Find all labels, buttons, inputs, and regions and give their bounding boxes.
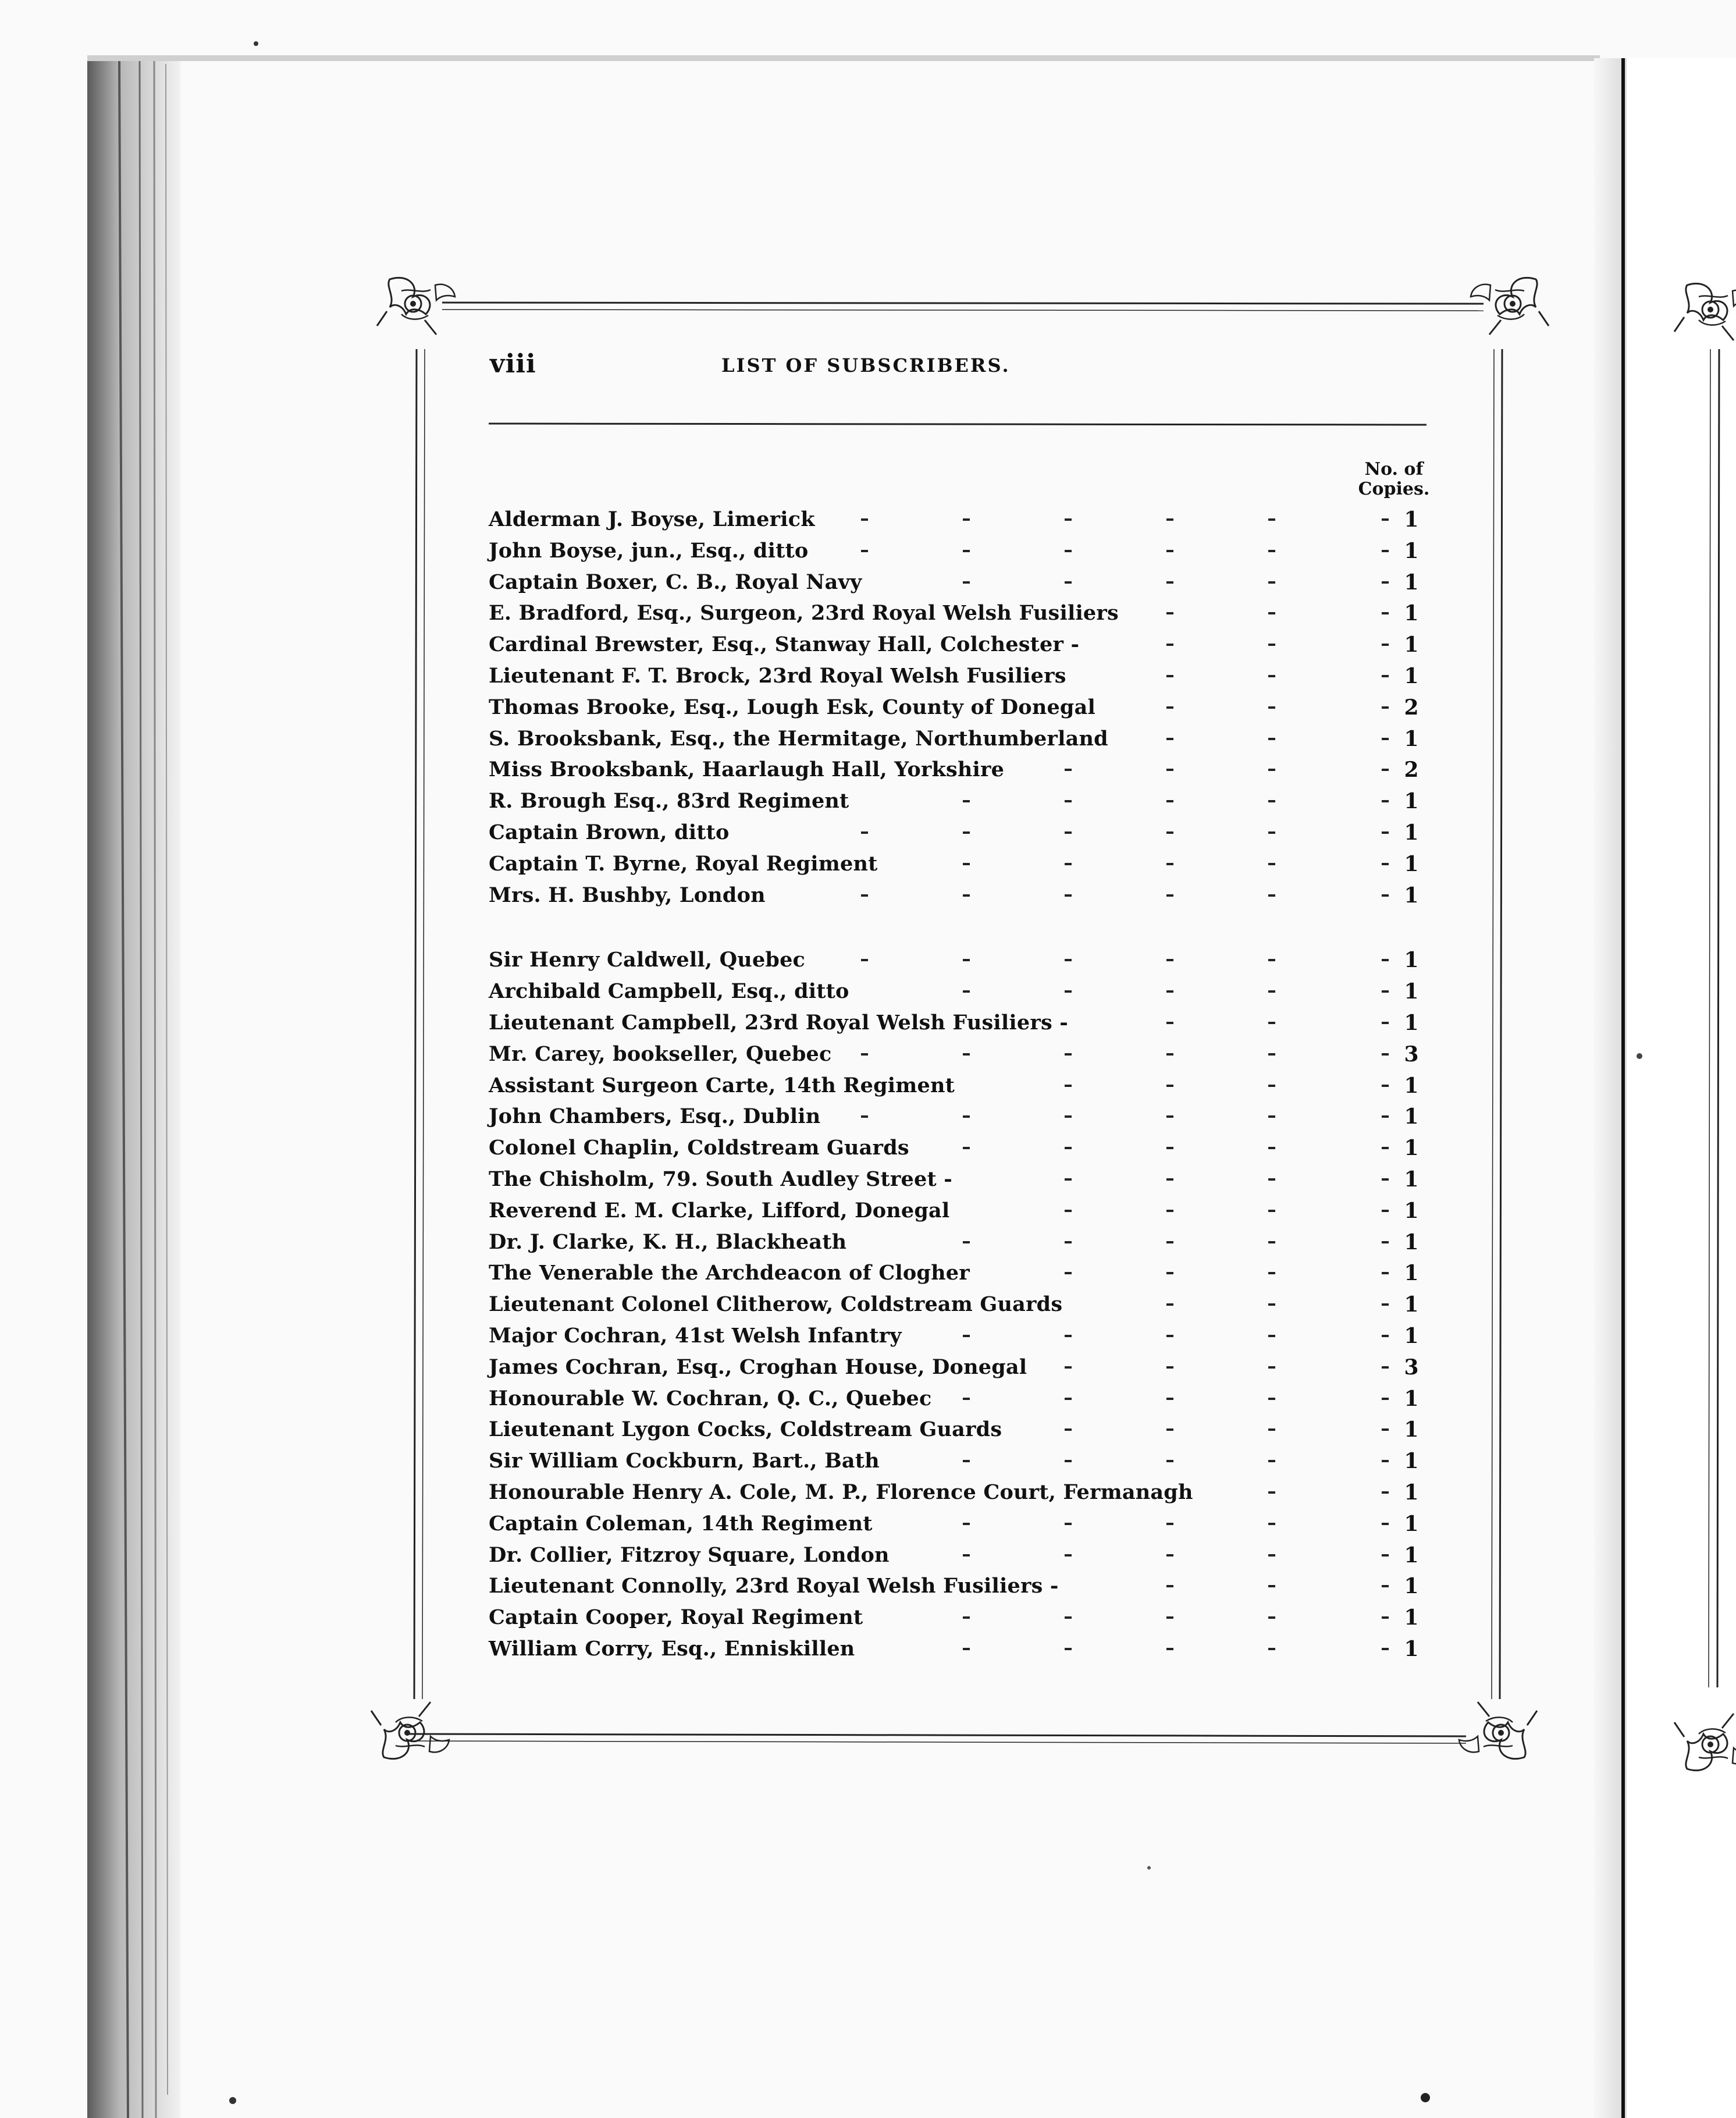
leader-dash (963, 959, 970, 961)
subscriber-row (489, 598, 1443, 629)
leader-dash (1382, 1178, 1389, 1181)
leader-dash (1268, 518, 1275, 521)
copies-count: 1 (1404, 883, 1419, 908)
leader-dash (963, 1115, 970, 1118)
subscriber-name: Alderman J. Boyse, Limerick (489, 507, 815, 531)
leader-dash (1268, 1460, 1275, 1462)
leader-dash (1166, 1303, 1173, 1306)
subscriber-name: R. Brough Esq., 83rd Regiment (489, 789, 849, 813)
subscriber-name: Mr. Carey, bookseller, Quebec (489, 1042, 832, 1066)
leader-dash (1382, 990, 1389, 993)
subscriber-name: Cardinal Brewster, Esq., Stanway Hall, Colchester - (489, 632, 1080, 657)
leader-dash (1065, 1085, 1072, 1087)
leader-dash (1065, 769, 1072, 771)
page-number: viii (490, 349, 536, 379)
copies-count: 1 (1404, 1511, 1419, 1536)
leader-dash (963, 1648, 970, 1650)
leader-dash (1166, 1147, 1173, 1149)
leader-dash (861, 959, 868, 961)
subscriber-row (489, 692, 1443, 723)
leader-dash (1268, 1178, 1275, 1181)
leader-dash (1065, 1335, 1072, 1337)
copies-count: 1 (1404, 1417, 1419, 1442)
subscriber-name: John Chambers, Esq., Dublin (489, 1104, 821, 1129)
leader-dash (1065, 863, 1072, 865)
subscriber-name: Captain Boxer, C. B., Royal Navy (489, 570, 862, 594)
leader-dash (1382, 1210, 1389, 1212)
leader-dash (1166, 1053, 1173, 1056)
subscriber-row (489, 817, 1443, 848)
leader-dash (1166, 1022, 1173, 1024)
leader-dash (1166, 990, 1173, 993)
leader-dash (1268, 1303, 1275, 1306)
leader-dash (1166, 738, 1173, 740)
leader-dash (963, 1053, 970, 1056)
leader-dash (861, 518, 868, 521)
copies-count: 1 (1404, 1261, 1419, 1286)
leader-dash (1382, 1147, 1389, 1149)
subscriber-name: Lieutenant Connolly, 23rd Royal Welsh Fusiliers - (489, 1574, 1059, 1598)
column-header-line-1: No. of (1364, 459, 1424, 479)
subscriber-name: S. Brooksbank, Esq., the Hermitage, Northumberland (489, 726, 1108, 751)
copies-column-header (1347, 460, 1440, 499)
subscriber-name: Reverend E. M. Clarke, Lifford, Donegal (489, 1198, 950, 1223)
leader-dash (1382, 644, 1389, 646)
leader-dash (1166, 1460, 1173, 1462)
leader-dash (1382, 1115, 1389, 1118)
copies-count: 1 (1404, 1574, 1419, 1599)
leader-dash (1065, 550, 1072, 552)
subscriber-row (489, 629, 1443, 660)
subscriber-name: Captain Cooper, Royal Regiment (489, 1605, 863, 1630)
copies-count: 2 (1404, 695, 1419, 720)
subscriber-row (489, 1633, 1443, 1665)
copies-count: 1 (1404, 1229, 1419, 1255)
leader-dash (1268, 1616, 1275, 1619)
subscriber-name: Lieutenant Campbell, 23rd Royal Welsh Fusiliers - (489, 1011, 1069, 1035)
leader-dash (1065, 1398, 1072, 1400)
leader-dash (1065, 1648, 1072, 1650)
subscriber-name: Honourable W. Cochran, Q. C., Quebec (489, 1386, 932, 1410)
leader-dash (1268, 581, 1275, 584)
leader-dash (1166, 644, 1173, 646)
leader-dash (1166, 1554, 1173, 1556)
subscriber-row (489, 660, 1443, 692)
subscriber-row (489, 1101, 1443, 1132)
subscriber-name: Sir William Cockburn, Bart., Bath (489, 1449, 880, 1473)
subscriber-row (489, 1289, 1443, 1320)
copies-count: 1 (1404, 851, 1419, 876)
leader-dash (1382, 1616, 1389, 1619)
copies-count: 1 (1404, 789, 1419, 814)
leader-dash (1382, 1398, 1389, 1400)
leader-dash (1065, 1241, 1072, 1243)
leader-dash (1382, 894, 1389, 897)
leader-dash (1382, 1460, 1389, 1462)
leader-dash (1268, 1398, 1275, 1400)
leader-dash (1268, 1272, 1275, 1274)
leader-dash (1166, 550, 1173, 552)
copies-count: 1 (1404, 1136, 1419, 1161)
leader-dash (1166, 1585, 1173, 1587)
leader-dash (1268, 1366, 1275, 1369)
leader-dash (1382, 1585, 1389, 1587)
leader-dash (1065, 1053, 1072, 1056)
subscriber-row (489, 1039, 1443, 1070)
subscriber-row (489, 1257, 1443, 1289)
subscriber-name: Honourable Henry A. Cole, M. P., Florence Court, Fermanagh (489, 1480, 1193, 1504)
copies-count: 1 (1404, 507, 1419, 532)
subscriber-name: Captain T. Byrne, Royal Regiment (489, 851, 878, 876)
subscriber-row (489, 1227, 1443, 1258)
leader-dash (1268, 1022, 1275, 1024)
subscriber-row (489, 1383, 1443, 1415)
leader-dash (1382, 706, 1389, 709)
leader-dash (1166, 1241, 1173, 1243)
leader-dash (1065, 959, 1072, 961)
subscriber-row (489, 1132, 1443, 1164)
leader-dash (1268, 1147, 1275, 1149)
copies-count: 3 (1404, 1355, 1419, 1380)
copies-count: 1 (1404, 1543, 1419, 1568)
leader-dash (1166, 1523, 1173, 1525)
subscriber-row (489, 1570, 1443, 1602)
copies-count: 1 (1404, 601, 1419, 626)
leader-dash (1382, 612, 1389, 614)
subscriber-row (489, 535, 1443, 567)
copies-count: 1 (1404, 632, 1419, 658)
subscriber-name: Archibald Campbell, Esq., ditto (489, 979, 849, 1004)
leader-dash (1268, 738, 1275, 740)
leader-dash (963, 550, 970, 552)
leader-dash (1065, 800, 1072, 802)
subscriber-name: John Boyse, jun., Esq., ditto (489, 538, 809, 563)
copies-count: 1 (1404, 1480, 1419, 1505)
subscriber-row (489, 1320, 1443, 1352)
copies-count: 1 (1404, 1605, 1419, 1630)
leader-dash (1166, 959, 1173, 961)
leader-dash (1268, 706, 1275, 709)
subscriber-name: William Corry, Esq., Enniskillen (489, 1637, 855, 1661)
leader-dash (1268, 990, 1275, 993)
subscriber-row (489, 1602, 1443, 1633)
leader-dash (1382, 1335, 1389, 1337)
leader-dash (963, 581, 970, 584)
leader-dash (1268, 1085, 1275, 1087)
copies-count: 1 (1404, 1104, 1419, 1129)
leader-dash (1268, 1210, 1275, 1212)
subscriber-row (489, 1007, 1443, 1039)
subscriber-row (489, 786, 1443, 817)
leader-dash (1166, 894, 1173, 897)
copies-count: 1 (1404, 570, 1419, 595)
subscriber-row (489, 1540, 1443, 1571)
leader-dash (1268, 1115, 1275, 1118)
subscriber-name: The Venerable the Archdeacon of Clogher (489, 1261, 970, 1285)
leader-dash (861, 894, 868, 897)
leader-dash (1268, 831, 1275, 834)
leader-dash (1268, 1241, 1275, 1243)
leader-dash (963, 1616, 970, 1619)
copies-count: 1 (1404, 1073, 1419, 1098)
subscriber-name: Dr. Collier, Fitzroy Square, London (489, 1543, 890, 1567)
leader-dash (1268, 550, 1275, 552)
leader-dash (1166, 769, 1173, 771)
leader-dash (1065, 518, 1072, 521)
copies-count: 2 (1404, 758, 1419, 783)
leader-dash (1268, 959, 1275, 961)
subscriber-name: Sir Henry Caldwell, Quebec (489, 948, 806, 972)
subscriber-row (489, 567, 1443, 598)
copies-count: 1 (1404, 979, 1419, 1004)
leader-dash (1382, 959, 1389, 961)
leader-dash (861, 1115, 868, 1118)
subscriber-name: The Chisholm, 79. South Audley Street - (489, 1167, 952, 1191)
leader-dash (1382, 1491, 1389, 1494)
subscriber-row (489, 1414, 1443, 1445)
leader-dash (1382, 863, 1389, 865)
subscriber-name: Captain Brown, ditto (489, 820, 730, 844)
leader-dash (1382, 518, 1389, 521)
leader-dash (963, 1335, 970, 1337)
leader-dash (1065, 1115, 1072, 1118)
copies-count: 1 (1404, 1167, 1419, 1192)
leader-dash (1166, 706, 1173, 709)
leader-dash (1268, 1053, 1275, 1056)
leader-dash (1268, 1648, 1275, 1650)
subscriber-row (489, 880, 1443, 911)
leader-dash (1166, 1335, 1173, 1337)
leader-dash (1065, 831, 1072, 834)
leader-dash (1166, 1366, 1173, 1369)
copies-count: 1 (1404, 1198, 1419, 1223)
leader-dash (861, 831, 868, 834)
leader-dash (1382, 800, 1389, 802)
leader-dash (963, 518, 970, 521)
subscriber-name: Thomas Brooke, Esq., Lough Esk, County of Donegal (489, 695, 1095, 719)
leader-dash (963, 1147, 970, 1149)
leader-dash (1268, 644, 1275, 646)
subscriber-row (489, 1195, 1443, 1227)
subscriber-row (489, 1164, 1443, 1195)
leader-dash (1166, 1085, 1173, 1087)
leader-dash (1382, 1366, 1389, 1369)
copies-count: 1 (1404, 1637, 1419, 1661)
leader-dash (1382, 831, 1389, 834)
leader-dash (1065, 1523, 1072, 1525)
subscriber-row (489, 944, 1443, 976)
leader-dash (1382, 769, 1389, 771)
copies-count: 3 (1404, 1042, 1419, 1067)
copies-count: 1 (1404, 948, 1419, 973)
leader-dash (1382, 1085, 1389, 1087)
leader-dash (963, 800, 970, 802)
subscriber-row (489, 723, 1443, 755)
subscriber-row (489, 848, 1443, 880)
leader-dash (1065, 990, 1072, 993)
subscriber-name: Major Cochran, 41st Welsh Infantry (489, 1324, 902, 1348)
copies-count: 1 (1404, 1386, 1419, 1411)
subscriber-name: Assistant Surgeon Carte, 14th Regiment (489, 1073, 955, 1097)
leader-dash (1268, 800, 1275, 802)
leader-dash (1382, 1648, 1389, 1650)
leader-dash (1065, 1210, 1072, 1212)
leader-dash (963, 863, 970, 865)
leader-dash (1268, 1585, 1275, 1587)
leader-dash (1382, 675, 1389, 677)
subscriber-row (489, 1477, 1443, 1508)
leader-dash (1166, 1210, 1173, 1212)
subscriber-name: Dr. J. Clarke, K. H., Blackheath (489, 1229, 847, 1254)
leader-dash (1382, 1022, 1389, 1024)
leader-dash (1166, 1616, 1173, 1619)
subscriber-name: Lieutenant Lygon Cocks, Coldstream Guards (489, 1417, 1002, 1442)
leader-dash (1268, 1523, 1275, 1525)
leader-dash (1065, 1616, 1072, 1619)
subscriber-row (489, 1508, 1443, 1540)
leader-dash (1268, 863, 1275, 865)
leader-dash (1166, 581, 1173, 584)
leader-dash (1065, 1147, 1072, 1149)
leader-dash (1065, 1428, 1072, 1431)
leader-dash (963, 1398, 970, 1400)
leader-dash (963, 831, 970, 834)
leader-dash (1166, 612, 1173, 614)
leader-dash (1382, 1303, 1389, 1306)
leader-dash (1065, 1460, 1072, 1462)
leader-dash (1268, 1554, 1275, 1556)
copies-count: 1 (1404, 820, 1419, 845)
leader-dash (1382, 1272, 1389, 1274)
leader-dash (1166, 518, 1173, 521)
leader-dash (1166, 800, 1173, 802)
leader-dash (1268, 1491, 1275, 1494)
leader-dash (1065, 581, 1072, 584)
leader-dash (1065, 1366, 1072, 1369)
copies-count: 1 (1404, 1292, 1419, 1317)
leader-dash (1268, 894, 1275, 897)
leader-dash (963, 990, 970, 993)
leader-dash (1065, 1272, 1072, 1274)
leader-dash (1382, 738, 1389, 740)
subscriber-row (489, 1445, 1443, 1477)
leader-dash (1268, 1428, 1275, 1431)
copies-count: 1 (1404, 1449, 1419, 1474)
leader-dash (1382, 550, 1389, 552)
subscriber-row (489, 504, 1443, 535)
leader-dash (1382, 1428, 1389, 1431)
leader-dash (1166, 1428, 1173, 1431)
leader-dash (1268, 1335, 1275, 1337)
subscriber-name: Lieutenant F. T. Brock, 23rd Royal Welsh Fusiliers (489, 664, 1066, 688)
leader-dash (1166, 1272, 1173, 1274)
leader-dash (1268, 675, 1275, 677)
subscriber-row (489, 754, 1443, 786)
leader-dash (861, 1053, 868, 1056)
leader-dash (1065, 1554, 1072, 1556)
subscriber-name: Lieutenant Colonel Clitherow, Coldstream Guards (489, 1292, 1063, 1317)
leader-dash (1166, 1398, 1173, 1400)
copies-count: 1 (1404, 726, 1419, 751)
leader-dash (1382, 1523, 1389, 1525)
leader-dash (1382, 1053, 1389, 1056)
leader-dash (1166, 1115, 1173, 1118)
leader-dash (1166, 831, 1173, 834)
leader-dash (963, 1523, 970, 1525)
copies-count: 1 (1404, 538, 1419, 563)
subscriber-name: E. Bradford, Esq., Surgeon, 23rd Royal Welsh Fusiliers (489, 601, 1119, 626)
leader-dash (1166, 675, 1173, 677)
leader-dash (1166, 1178, 1173, 1181)
leader-dash (963, 1460, 970, 1462)
leader-dash (1382, 1554, 1389, 1556)
leader-dash (1268, 769, 1275, 771)
heading-rule (489, 424, 1426, 425)
copies-count: 1 (1404, 1324, 1419, 1348)
subscriber-name: Captain Coleman, 14th Regiment (489, 1511, 873, 1536)
subscriber-name: James Cochran, Esq., Croghan House, Donegal (489, 1355, 1027, 1379)
subscriber-name: Colonel Chaplin, Coldstream Guards (489, 1136, 909, 1160)
copies-count: 1 (1404, 1011, 1419, 1035)
leader-dash (963, 1554, 970, 1556)
subscriber-row (489, 976, 1443, 1007)
leader-dash (963, 1241, 970, 1243)
leader-dash (1382, 1241, 1389, 1243)
copies-count: 1 (1404, 664, 1419, 688)
subscriber-row (489, 1352, 1443, 1383)
subscriber-row (489, 1070, 1443, 1101)
leader-dash (1382, 581, 1389, 584)
leader-dash (1166, 863, 1173, 865)
leader-dash (1166, 1648, 1173, 1650)
leader-dash (861, 550, 868, 552)
subscriber-name: Mrs. H. Bushby, London (489, 883, 766, 907)
page-heading: LIST OF SUBSCRIBERS. (721, 354, 1011, 376)
leader-dash (1065, 894, 1072, 897)
subscriber-name: Miss Brooksbank, Haarlaugh Hall, Yorkshire (489, 758, 1005, 782)
leader-dash (963, 894, 970, 897)
column-header-line-2: Copies. (1358, 479, 1430, 499)
leader-dash (1065, 1178, 1072, 1181)
leader-dash (1268, 612, 1275, 614)
